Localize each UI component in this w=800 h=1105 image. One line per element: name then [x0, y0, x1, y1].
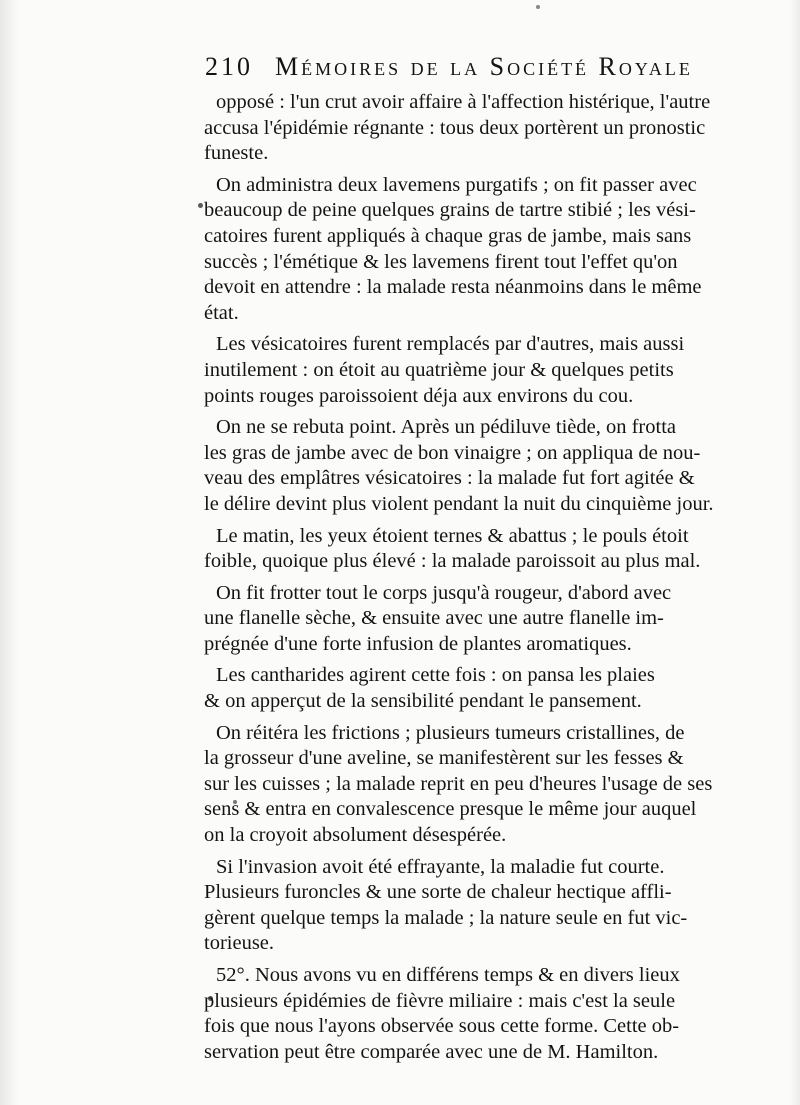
text-line: succès ; l'émétique & les lavemens firent tout l'effet qu'on	[204, 250, 678, 273]
text-line: catoires furent appliqués à chaque gras de jambe, mais sans	[204, 224, 692, 247]
ink-speck	[198, 203, 203, 208]
text-line: Si l'invasion avoit été effrayante, la maladie fut courte.	[216, 855, 665, 878]
text-line: veau des emplâtres vésicatoires : la malade fut fort agitée &	[204, 467, 695, 490]
paragraph	[204, 721, 770, 849]
text-line: 52°. Nous avons vu en différens temps & en divers lieux	[216, 964, 680, 986]
page-gutter	[0, 0, 18, 1105]
text-line: les gras de jambe avec de bon vinaigre ; on appliqua de nou-	[204, 441, 701, 464]
paragraph	[204, 581, 770, 658]
paragraph	[204, 173, 770, 327]
running-head	[205, 52, 765, 92]
paragraph	[204, 415, 770, 517]
text-line: sur les cuisses ; la malade reprit en peu d'heures l'usage de ses	[204, 772, 713, 795]
text-line: accusa l'épidémie régnante : tous deux portèrent un pronostic	[204, 116, 706, 139]
ink-speck	[536, 5, 540, 9]
text-line: prégnée d'une forte infusion de plantes aromatiques.	[204, 632, 632, 655]
text-line: servation peut être comparée avec une de M. Hamilton.	[204, 1040, 659, 1063]
text-line: foible, quoique plus élevé : la malade paroissoit au plus mal.	[204, 550, 701, 573]
body-text	[204, 90, 770, 1071]
paragraph	[204, 663, 770, 714]
text-line: le délire devint plus violent pendant la nuit du cinquième jour.	[204, 492, 714, 515]
text-line: beaucoup de peine quelques grains de tartre stibié ; les vési-	[204, 199, 696, 222]
text-line: devoit en attendre : la malade resta néanmoins dans le même	[204, 276, 702, 299]
text-line: On fit frotter tout le corps jusqu'à rougeur, d'abord avec	[216, 581, 672, 604]
text-line: torieuse.	[204, 932, 275, 955]
text-line: On réitéra les frictions ; plusieurs tumeurs cristallines, de	[216, 721, 685, 744]
text-line: Les vésicatoires furent remplacés par d'autres, mais aussi	[216, 333, 685, 356]
text-line: inutilement : on étoit au quatrième jour & quelques petits	[204, 358, 674, 381]
text-line: On administra deux lavemens purgatifs ; on fit passer avec	[216, 173, 697, 196]
text-line: Plusieurs furoncles & une sorte de chaleur hectique affli-	[204, 881, 672, 904]
text-line: & on apperçut de la sensibilité pendant le pansement.	[204, 690, 642, 713]
text-line: état.	[204, 301, 239, 324]
text-line: points rouges paroissoient déja aux environs du cou.	[204, 384, 634, 407]
text-line: fois que nous l'ayons observée sous cette forme. Cette ob-	[204, 1015, 680, 1038]
paragraph	[204, 855, 770, 957]
text-line: opposé : l'un crut avoir affaire à l'affection histérique, l'autre	[216, 91, 711, 113]
page-edge	[790, 0, 800, 1105]
running-head-title: Mémoires de la Société Royale	[275, 52, 693, 81]
text-line: Le matin, les yeux étoient ternes & abattus ; le pouls étoit	[216, 524, 689, 547]
text-line: plusieurs épidémies de fièvre miliaire : mais c'est la seule	[204, 989, 676, 1012]
text-line: la grosseur d'une aveline, se manifestèrent sur les fesses &	[204, 747, 684, 770]
text-line: sens & entra en convalescence presque le même jour auquel	[204, 798, 697, 821]
paragraph	[204, 963, 770, 1065]
text-line: funeste.	[204, 142, 269, 165]
paragraph	[204, 332, 770, 409]
text-line: une flanelle sèche, & ensuite avec une autre flanelle im-	[204, 607, 664, 630]
paragraph	[204, 90, 770, 167]
text-line: on la croyoit absolument désespérée.	[204, 824, 507, 847]
text-line: On ne se rebuta point. Après un pédiluve tiède, on frotta	[216, 416, 676, 439]
page-number: 210	[205, 52, 253, 81]
paragraph	[204, 524, 770, 575]
text-line: gèrent quelque temps la malade ; la nature seule en fut vic-	[204, 906, 688, 929]
text-line: Les cantharides agirent cette fois : on pansa les plaies	[216, 664, 655, 687]
